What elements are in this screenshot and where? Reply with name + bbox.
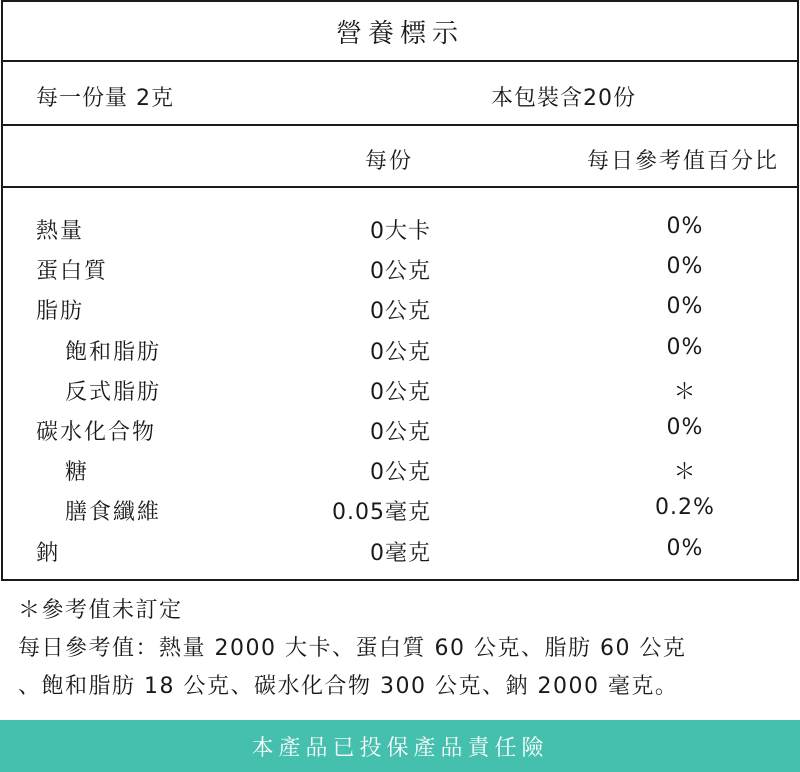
nutrient-amount: 0毫克 (370, 540, 431, 566)
nutrient-daily-value: ＊ (673, 379, 697, 405)
nutrient-amount: 0大卡 (370, 219, 431, 244)
nutrient-row (3, 532, 797, 572)
nutrient-name: 飽和脂肪 (65, 339, 162, 365)
serving-info-row (3, 62, 797, 126)
footnote-daily-reference: 每日參考值：熱量 2000 大卡、蛋白質 60 公克、脂肪 60 公克 (18, 636, 687, 661)
nutrient-amount: 0.05毫克 (332, 500, 431, 526)
nutrient-row (3, 250, 797, 290)
nutrient-name: 糖 (65, 460, 90, 486)
nutrient-daily-value: 0% (666, 294, 704, 320)
serving-size: 每一份量 2克 (36, 86, 174, 111)
column-header-daily-value: 每日參考值百分比 (586, 149, 779, 174)
nutrient-row (3, 451, 797, 491)
insurance-banner: 本產品已投保產品責任險 (0, 720, 800, 772)
column-header-per-serving: 每份 (364, 149, 413, 174)
nutrient-amount: 0公克 (370, 299, 431, 325)
nutrient-daily-value: 0% (666, 535, 704, 561)
nutrient-name: 熱量 (36, 219, 85, 244)
nutrient-amount: 0公克 (370, 460, 431, 486)
nutrient-amount: 0公克 (370, 419, 431, 445)
servings-per-package: 本包裝含20份 (491, 86, 636, 111)
label-title: 營養標示 (3, 2, 797, 62)
nutrient-row (3, 371, 797, 411)
column-header-row (3, 126, 797, 188)
nutrient-row (3, 331, 797, 371)
footnote-undefined: ＊參考值未訂定 (18, 598, 183, 623)
nutrient-amount: 0公克 (370, 379, 431, 405)
nutrient-daily-value: ＊ (673, 460, 697, 486)
nutrient-name: 反式脂肪 (65, 379, 162, 405)
nutrient-daily-value: 0% (666, 214, 704, 239)
nutrition-label (1, 0, 799, 581)
footnotes (18, 592, 798, 706)
nutrient-name: 碳水化合物 (36, 419, 157, 445)
nutrient-table (3, 210, 797, 572)
nutrient-amount: 0公克 (370, 259, 431, 285)
nutrient-daily-value: 0% (666, 414, 704, 440)
nutrient-daily-value: 0% (666, 334, 704, 360)
nutrient-daily-value: 0.2% (655, 495, 715, 521)
nutrient-daily-value: 0% (666, 254, 704, 280)
footnote-daily-reference-cont: 、飽和脂肪 18 公克、碳水化合物 300 公克、鈉 2000 毫克。 (18, 674, 679, 699)
nutrient-name: 脂肪 (36, 299, 85, 325)
nutrient-name: 膳食纖維 (65, 500, 162, 526)
nutrient-row (3, 210, 797, 250)
nutrient-row (3, 411, 797, 451)
nutrient-amount: 0公克 (370, 339, 431, 365)
nutrient-row (3, 290, 797, 330)
nutrient-name: 鈉 (36, 540, 61, 566)
nutrient-row (3, 491, 797, 531)
nutrient-name: 蛋白質 (36, 259, 109, 285)
